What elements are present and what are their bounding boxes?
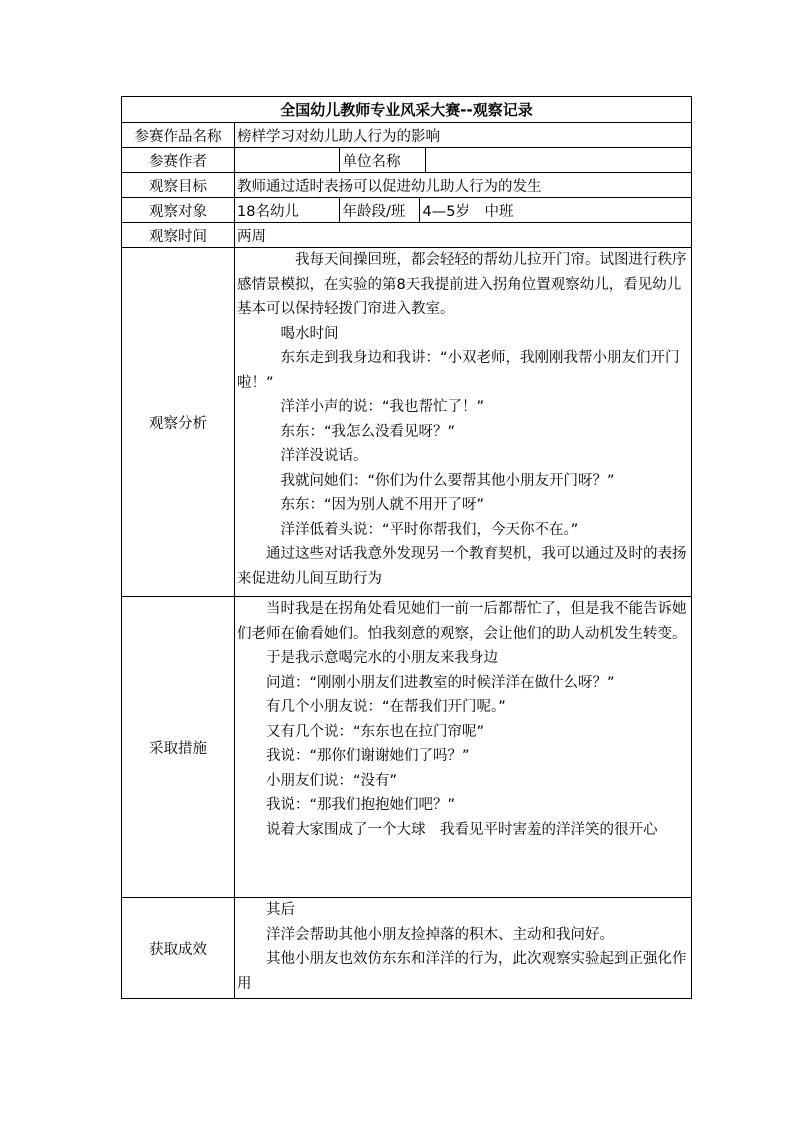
measures-paragraph: 我说：“那你们谢谢她们了吗？” bbox=[237, 748, 470, 764]
measures-paragraph: 问道：“刚刚小朋友们进教室的时候洋洋在做什么呀？” bbox=[237, 674, 615, 691]
work-value: 榜样学习对幼儿助人行为的影响 bbox=[235, 123, 692, 148]
measures-paragraph: 我说：“那我们抱抱她们吧？” bbox=[237, 797, 456, 813]
unit-label: 单位名称 bbox=[339, 148, 425, 172]
author-label: 参赛作者 bbox=[122, 148, 235, 173]
analysis-paragraph: 东东：“我怎么没看见呀？” bbox=[237, 423, 456, 440]
results-paragraph: 其后 bbox=[237, 902, 295, 918]
measures-paragraph: 于是我示意喝完水的小朋友来我身边 bbox=[237, 650, 498, 666]
author-inner bbox=[235, 148, 691, 172]
age-label: 年龄段/班 bbox=[339, 198, 419, 222]
document-title: 全国幼儿教师专业风采大赛--观察记录 bbox=[122, 97, 692, 123]
analysis-paragraph: 洋洋低着头说：“平时你帮我们，今天你不在。” bbox=[237, 521, 579, 538]
measures-content bbox=[235, 597, 692, 898]
analysis-content bbox=[235, 248, 692, 597]
measures-label: 采取措施 bbox=[122, 597, 235, 898]
results-row bbox=[122, 898, 692, 999]
work-label: 参赛作品名称 bbox=[122, 123, 235, 148]
goal-value: 教师通过适时表扬可以促进幼儿助人行为的发生 bbox=[235, 173, 692, 198]
analysis-paragraph: 我就问她们：“你们为什么要帮其他小朋友开门呀？” bbox=[237, 472, 615, 489]
unit-value bbox=[425, 148, 691, 172]
analysis-paragraph: 东东：“因为别人就不用开了呀” bbox=[237, 497, 485, 513]
analysis-paragraph: 我每天间操回班，都会轻轻的帮幼儿拉开门帘。试图进行秩序感情景模拟，在实验的第8天我提前进入拐角位置观察幼儿，看见幼儿基本可以保持轻拨门帘进入教室。 bbox=[237, 252, 687, 317]
goal-row bbox=[122, 173, 692, 198]
analysis-row bbox=[122, 248, 692, 597]
work-row bbox=[122, 123, 692, 148]
measures-paragraph: 说着大家围成了一个大球 我看见平时害羞的洋洋笑的很开心 bbox=[237, 821, 658, 838]
title-row bbox=[122, 97, 692, 123]
goal-label: 观察目标 bbox=[122, 173, 235, 198]
measures-paragraph: 有几个小朋友说：“在帮我们开门呢。” bbox=[237, 699, 506, 715]
results-label: 获取成效 bbox=[122, 898, 235, 999]
author-value bbox=[235, 148, 339, 172]
analysis-label: 观察分析 bbox=[122, 248, 235, 597]
subject-row bbox=[122, 198, 692, 223]
measures-paragraph: 当时我是在拐角处看见她们一前一后都帮忙了，但是我不能告诉她们老师在偷看她们。怕我刻意的观察，会让他们的助人动机发生转变。 bbox=[237, 601, 687, 642]
time-row bbox=[122, 223, 692, 248]
observation-record-table bbox=[121, 96, 692, 999]
results-paragraph: 洋洋会帮助其他小朋友捡掉落的积木、主动和我问好。 bbox=[237, 926, 614, 943]
measures-paragraph: 又有几个说：“东东也在拉门帘呢” bbox=[237, 723, 485, 740]
analysis-paragraph: 喝水时间 bbox=[237, 325, 339, 342]
analysis-paragraph: 东东走到我身边和我讲：“小双老师，我刚刚我帮小朋友们开门啦！” bbox=[237, 350, 680, 391]
time-label: 观察时间 bbox=[122, 223, 235, 248]
author-row bbox=[122, 148, 692, 173]
analysis-paragraph: 洋洋没说话。 bbox=[237, 448, 368, 464]
analysis-paragraph: 洋洋小声的说：“我也帮忙了！” bbox=[237, 399, 485, 415]
age-value: 4—5岁 中班 bbox=[419, 198, 691, 222]
subject-value: 18名幼儿 bbox=[237, 203, 299, 220]
results-content bbox=[235, 898, 692, 999]
analysis-paragraph: 通过这些对话我意外发现另一个教育契机，我可以通过及时的表扬来促进幼儿间互助行为 bbox=[237, 546, 687, 587]
subject-inner bbox=[235, 198, 691, 222]
measures-row bbox=[122, 597, 692, 898]
measures-paragraph: 小朋友们说：“没有” bbox=[237, 772, 398, 789]
subject-label: 观察对象 bbox=[122, 198, 235, 223]
time-value: 两周 bbox=[235, 223, 692, 248]
results-paragraph: 其他小朋友也效仿东东和洋洋的行为，此次观察实验起到正强化作用 bbox=[237, 951, 687, 992]
